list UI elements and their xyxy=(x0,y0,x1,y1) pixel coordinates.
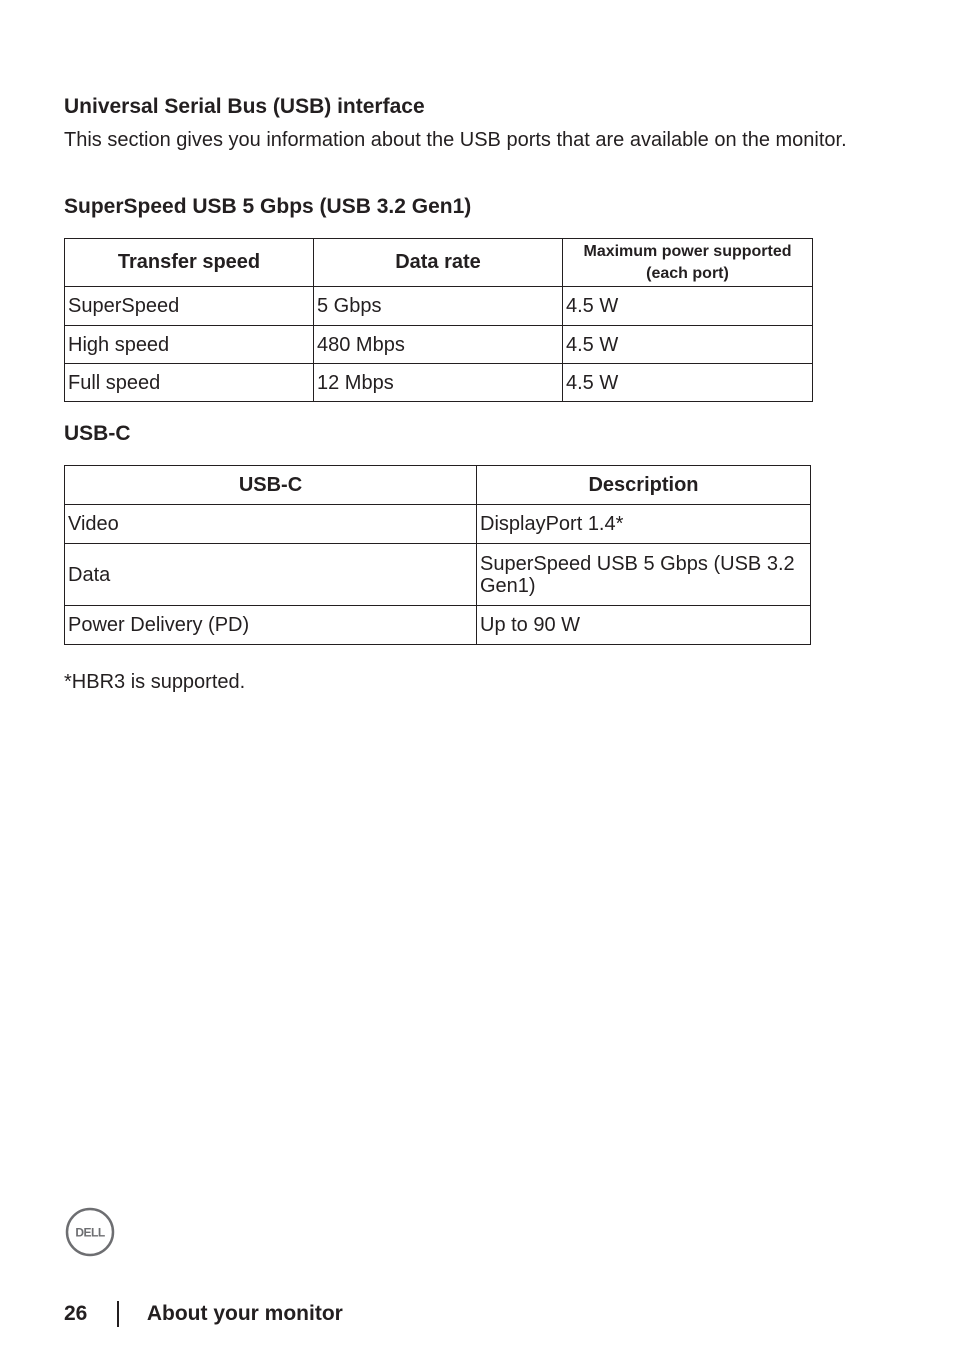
table-row xyxy=(65,326,813,364)
header-transfer-speed: Transfer speed xyxy=(65,239,314,287)
footer-divider xyxy=(117,1301,119,1327)
table-header-row xyxy=(65,239,813,287)
cell-usbc: Power Delivery (PD) xyxy=(65,606,477,645)
cell-max-power: 4.5 W xyxy=(563,287,813,326)
dell-logo xyxy=(65,1207,115,1257)
cell-description: SuperSpeed USB 5 Gbps (USB 3.2 Gen1) xyxy=(477,544,811,606)
usbc-table-title: USB-C xyxy=(64,422,131,445)
table-row xyxy=(65,287,813,326)
table-header-row xyxy=(65,466,811,505)
header-max-power: Maximum power supported (each port) xyxy=(563,239,813,287)
cell-max-power: 4.5 W xyxy=(563,364,813,402)
cell-usbc: Data xyxy=(65,544,477,606)
table-row xyxy=(65,505,811,544)
cell-usbc: Video xyxy=(65,505,477,544)
cell-max-power: 4.5 W xyxy=(563,326,813,364)
usbc-table xyxy=(64,465,811,645)
cell-data-rate: 480 Mbps xyxy=(314,326,563,364)
table-row xyxy=(65,606,811,645)
section-title: Universal Serial Bus (USB) interface xyxy=(64,95,425,118)
cell-description: DisplayPort 1.4* xyxy=(477,505,811,544)
superspeed-table-title: SuperSpeed USB 5 Gbps (USB 3.2 Gen1) xyxy=(64,195,472,218)
dell-logo-text: DELL xyxy=(75,1225,105,1240)
cell-data-rate: 5 Gbps xyxy=(314,287,563,326)
table-row xyxy=(65,364,813,402)
cell-transfer-speed: High speed xyxy=(65,326,314,364)
footnote: *HBR3 is supported. xyxy=(64,671,246,693)
intro-paragraph: This section gives you information about the USB ports that are available on the monitor. xyxy=(64,129,847,151)
cell-transfer-speed: SuperSpeed xyxy=(65,287,314,326)
page-number: 26 xyxy=(64,1302,88,1325)
header-data-rate: Data rate xyxy=(314,239,563,287)
chapter-title: About your monitor xyxy=(146,1302,343,1325)
page-footer xyxy=(64,1300,343,1328)
cell-description: Up to 90 W xyxy=(477,606,811,645)
superspeed-table xyxy=(64,238,813,402)
cell-transfer-speed: Full speed xyxy=(65,364,314,402)
header-usbc: USB-C xyxy=(65,466,477,505)
table-row xyxy=(65,544,811,606)
cell-data-rate: 12 Mbps xyxy=(314,364,563,402)
header-description: Description xyxy=(477,466,811,505)
